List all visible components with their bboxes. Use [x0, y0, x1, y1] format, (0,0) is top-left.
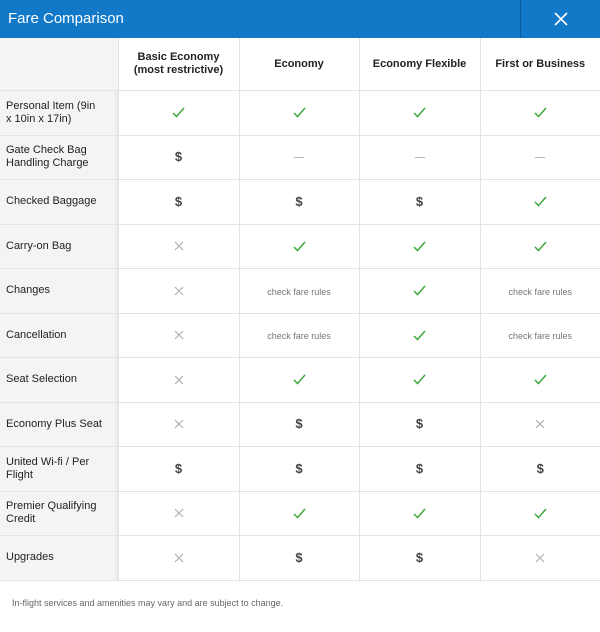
fare-cell — [118, 402, 239, 447]
row-feature-label: United Wi-fi / Per Flight — [0, 447, 118, 492]
fare-cell — [239, 402, 359, 447]
table-row — [0, 358, 600, 403]
dollar-icon: $ — [415, 416, 424, 432]
fare-cell — [239, 313, 359, 358]
fare-cell — [480, 402, 600, 447]
row-feature-label: Gate Check Bag Handling Charge — [0, 135, 118, 180]
row-feature-label: Economy Plus Seat — [0, 402, 118, 447]
fare-cell — [118, 536, 239, 581]
row-feature-label: Personal Item (9in x 10in x 17in) — [0, 91, 118, 136]
fare-cell — [118, 447, 239, 492]
cross-icon — [174, 375, 184, 385]
dash-icon — [535, 157, 545, 158]
fare-comparison-table — [0, 38, 600, 581]
dash-icon — [294, 157, 304, 158]
fare-cell — [118, 313, 239, 358]
footer-note: In-flight services and amenities may vary and are subject to change. — [12, 598, 284, 608]
dollar-icon: $ — [174, 460, 183, 476]
fare-cell — [480, 180, 600, 225]
close-button[interactable] — [520, 0, 600, 38]
dollar-icon: $ — [295, 416, 303, 432]
table-row — [0, 135, 600, 180]
fare-cell — [118, 180, 239, 225]
fare-cell — [239, 491, 359, 536]
table-row — [0, 536, 600, 581]
fare-cell — [480, 224, 600, 269]
fare-cell — [239, 536, 359, 581]
close-icon — [553, 11, 569, 27]
fare-cell — [359, 180, 480, 225]
row-feature-label: Cancellation — [0, 313, 118, 358]
fare-cell — [480, 447, 600, 492]
row-feature-label: Seat Selection — [0, 358, 118, 403]
check-icon — [534, 508, 547, 519]
dollar-icon: $ — [415, 549, 424, 565]
modal-title: Fare Comparison — [8, 10, 124, 27]
fare-cell — [359, 91, 480, 136]
modal-header — [0, 0, 600, 38]
dollar-icon: $ — [295, 460, 303, 476]
fare-cell — [239, 269, 359, 314]
dollar-icon: $ — [174, 193, 183, 209]
row-feature-label: Upgrades — [0, 536, 118, 581]
check-icon — [172, 107, 185, 118]
cross-icon — [174, 508, 184, 518]
table-row — [0, 91, 600, 136]
fare-cell — [239, 358, 359, 403]
check-icon — [534, 107, 547, 118]
fare-cell — [480, 358, 600, 403]
dollar-icon: $ — [295, 193, 303, 209]
check-icon — [293, 374, 306, 385]
check-icon — [534, 196, 547, 207]
table-header-row — [0, 38, 600, 91]
cross-icon — [535, 419, 545, 429]
row-feature-label: Premier Qualifying Credit — [0, 491, 118, 536]
check-icon — [413, 107, 426, 118]
check-icon — [293, 241, 306, 252]
column-header-economy: Economy — [239, 38, 359, 91]
table-row — [0, 402, 600, 447]
check-icon — [534, 374, 547, 385]
cross-icon — [174, 553, 184, 563]
check-icon — [293, 508, 306, 519]
check-icon — [534, 241, 547, 252]
fare-cell — [359, 447, 480, 492]
row-feature-label: Carry-on Bag — [0, 224, 118, 269]
row-feature-label: Changes — [0, 269, 118, 314]
dash-icon — [415, 157, 425, 158]
dollar-icon: $ — [415, 193, 424, 209]
column-header-first-business: First or Business — [480, 38, 600, 91]
fare-cell — [480, 91, 600, 136]
fare-cell — [239, 91, 359, 136]
cross-icon — [174, 286, 184, 296]
dollar-icon: $ — [536, 460, 544, 476]
table-row — [0, 224, 600, 269]
fare-cell — [359, 313, 480, 358]
fare-cell — [118, 358, 239, 403]
fare-cell — [239, 135, 359, 180]
table-row — [0, 447, 600, 492]
fare-cell — [480, 313, 600, 358]
fare-cell — [480, 491, 600, 536]
cell-text: check fare rules — [508, 286, 573, 297]
fare-cell — [239, 447, 359, 492]
fare-cell — [118, 91, 239, 136]
table-row — [0, 491, 600, 536]
fare-cell — [239, 180, 359, 225]
cross-icon — [174, 330, 184, 340]
table-row — [0, 313, 600, 358]
table-row — [0, 180, 600, 225]
fare-cell — [359, 358, 480, 403]
check-icon — [413, 241, 426, 252]
dollar-icon: $ — [174, 149, 183, 165]
cross-icon — [535, 553, 545, 563]
fare-cell — [118, 224, 239, 269]
fare-cell — [359, 536, 480, 581]
fare-cell — [359, 224, 480, 269]
dollar-icon: $ — [295, 549, 303, 565]
fare-cell — [480, 269, 600, 314]
check-icon — [413, 330, 426, 341]
fare-cell — [359, 491, 480, 536]
check-icon — [413, 508, 426, 519]
fare-cell — [118, 135, 239, 180]
cell-text: check fare rules — [508, 331, 573, 342]
column-header-basic-economy: Basic Economy (most restrictive) — [118, 38, 239, 91]
check-icon — [413, 374, 426, 385]
fare-cell — [359, 402, 480, 447]
fare-cell — [480, 536, 600, 581]
fare-cell — [118, 269, 239, 314]
check-icon — [293, 107, 306, 118]
cell-text: check fare rules — [267, 286, 331, 297]
cell-text: check fare rules — [267, 331, 331, 342]
table-corner-cell — [0, 38, 118, 91]
dollar-icon: $ — [415, 460, 424, 476]
table-row — [0, 269, 600, 314]
check-icon — [413, 285, 426, 296]
fare-cell — [359, 135, 480, 180]
fare-cell — [239, 224, 359, 269]
row-feature-label: Checked Baggage — [0, 180, 118, 225]
fare-cell — [359, 269, 480, 314]
fare-cell — [118, 491, 239, 536]
cross-icon — [174, 241, 184, 251]
cross-icon — [174, 419, 184, 429]
column-header-economy-flexible: Economy Flexible — [359, 38, 480, 91]
fare-cell — [480, 135, 600, 180]
